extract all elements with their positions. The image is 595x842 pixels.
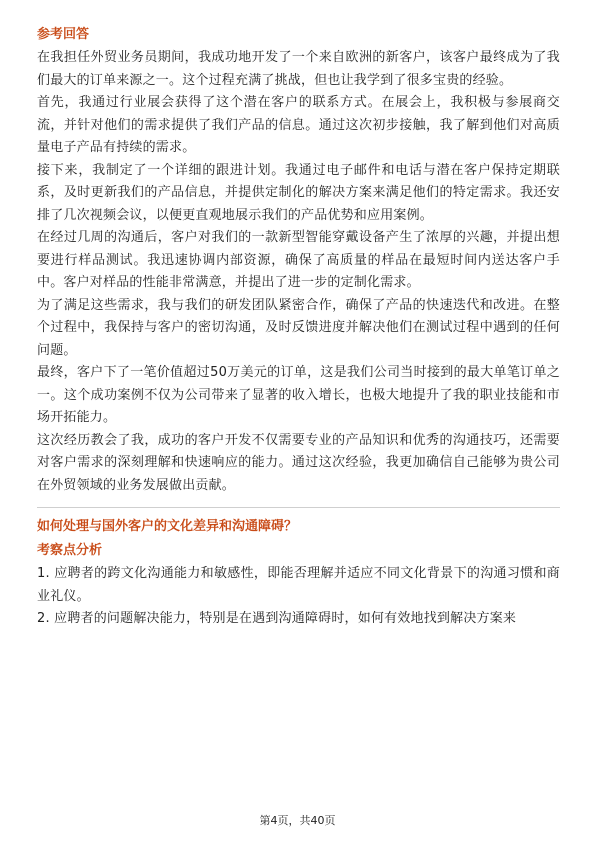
page-number: 第4页，共40页 bbox=[259, 814, 336, 827]
analysis-points bbox=[37, 563, 560, 631]
answer-paragraph: 这次经历教会了我，成功的客户开发不仅需要专业的产品知识和优秀的沟通技巧，还需要对客户需求的深刻理解和快速响应的能力。通过这次经验，我更加确信自己能够为贵公司在外贸领域的业务发展做出贡献。 bbox=[37, 432, 560, 493]
answer-paragraph: 首先，我通过行业展会获得了这个潜在客户的联系方式。在展会上，我积极与参展商交流，并针对他们的需求提供了我们产品的信息。通过这次初步接触，我了解到他们对高质量电子产品有持续的需求。 bbox=[37, 95, 560, 155]
page-content bbox=[37, 25, 560, 631]
answer-paragraph: 为了满足这些需求，我与我们的研发团队紧密合作，确保了产品的快速迭代和改进。在整个过程中，我保持与客户的密切沟通，及时反馈进度并解决他们在测试过程中遇到的任何问题。 bbox=[37, 297, 560, 358]
answer-paragraph: 最终，客户下了一笔价值超过50万美元的订单，这是我们公司当时接到的最大单笔订单之一。这个成功案例不仅为公司带来了显著的收入增长，也极大地提升了我的职业技能和市场开拓能力。 bbox=[37, 365, 560, 425]
analysis-heading: 考察点分析 bbox=[37, 543, 103, 558]
section-divider bbox=[37, 507, 560, 508]
answer-paragraph: 在我担任外贸业务员期间，我成功地开发了一个来自欧洲的新客户，该客户最终成为了我们最大的订单来源之一。这个过程充满了挑战，但也让我学到了很多宝贵的经验。 bbox=[37, 50, 560, 88]
analysis-point: 2. 应聘者的问题解决能力，特别是在遇到沟通障碍时，如何有效地找到解决方案来 bbox=[37, 611, 517, 626]
question-title: 如何处理与国外客户的文化差异和沟通障碍？ bbox=[37, 519, 298, 534]
answer-body bbox=[37, 47, 560, 497]
analysis-point: 1. 应聘者的跨文化沟通能力和敏感性，即能否理解并适应不同文化背景下的沟通习惯和商业礼仪。 bbox=[37, 566, 560, 604]
answer-heading: 参考回答 bbox=[37, 27, 90, 42]
answer-paragraph: 在经过几周的沟通后，客户对我们的一款新型智能穿戴设备产生了浓厚的兴趣，并提出想要进行样品测试。我迅速协调内部资源，确保了高质量的样品在最短时间内送达客户手中。客户对样品的性能非常满意，并提出了进一步的定制化需求。 bbox=[37, 230, 560, 290]
answer-paragraph: 接下来，我制定了一个详细的跟进计划。我通过电子邮件和电话与潜在客户保持定期联系，及时更新我们的产品信息，并提供定制化的解决方案来满足他们的特定需求。我还安排了几次视频会议，以便更直观地展示我们的产品优势和应用案例。 bbox=[37, 162, 560, 223]
